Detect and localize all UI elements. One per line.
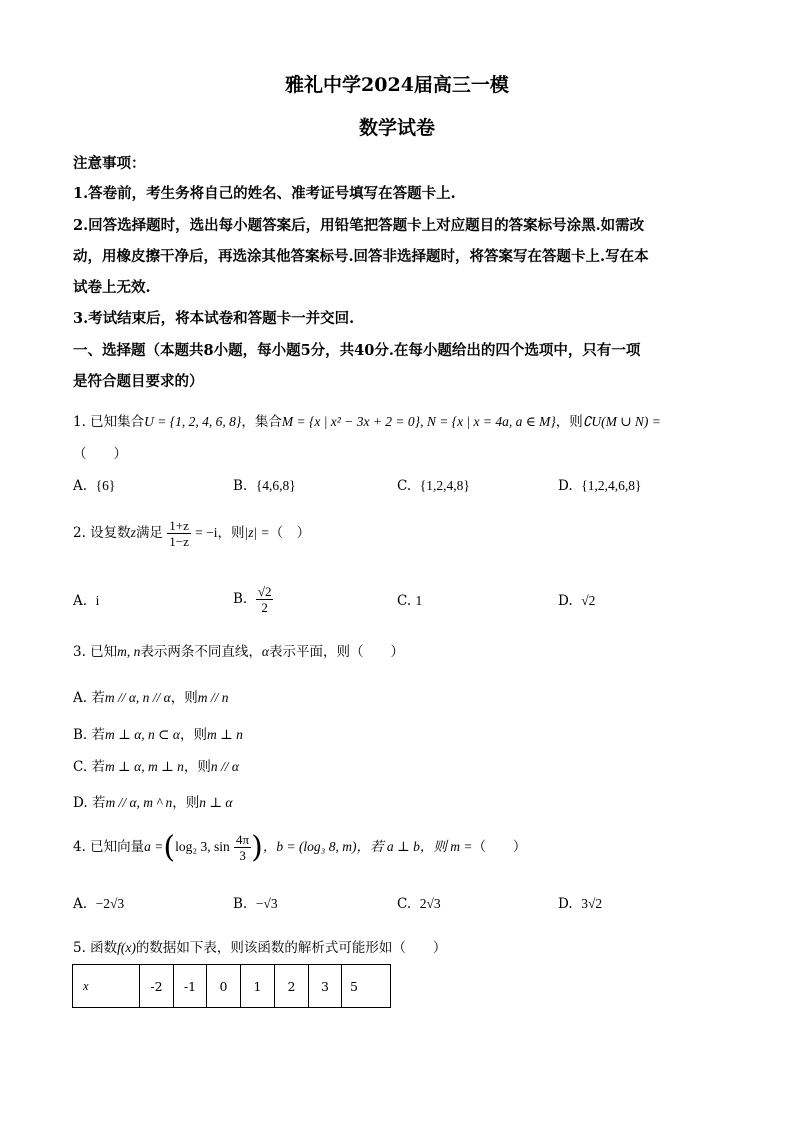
q2-option-c: C. 1 [397, 593, 423, 609]
table-cell: 3 [309, 965, 342, 1008]
q4-option-a: A. −2√3 [73, 896, 125, 912]
q1-blank: （ ） [73, 446, 127, 462]
question-1-stem [73, 410, 661, 430]
q2-fraction: $\frac{1+z}{1-z}$ [169, 518, 189, 549]
q2-option-b: B. $\frac{√2}{2}$ [233, 584, 272, 615]
notice-item-2-line-1: 2.回答选择题时，选出每小题答案后，用铅笔把答题卡上对应题目的答案标号涂黑.如需改 [73, 217, 645, 234]
function-data-table [72, 964, 391, 1008]
q2-option-a: A. i [73, 593, 100, 609]
table-cell: -2 [140, 965, 174, 1008]
q1-set-m: M = {x | x² − 3x + 2 = 0} [281, 414, 421, 429]
q1-then: ，则 [555, 414, 583, 430]
notice-item-3: 3.考试结束后，将本试卷和答题卡一并交回. [73, 310, 355, 327]
q4-option-c: C. 2√3 [397, 896, 441, 912]
q3-option-b: B. 若m ⊥ α, n ⊂ α，则m ⊥ n [73, 727, 243, 743]
question-2-stem: 2. 设复数z满足 $\frac{1+z}{1-z}$ = −i，则|z| =（ ） [73, 518, 311, 549]
exam-title: 雅礼中学2024届高三一模 [285, 74, 509, 96]
q3-option-a: A. 若m // α, n // α，则m // n [73, 690, 229, 706]
table-cell: -1 [174, 965, 207, 1008]
q1-option-a: A. {6} [73, 478, 116, 494]
question-5-stem: 5. 函数f(x)的数据如下表，则该函数的解析式可能形如（ ） [73, 940, 447, 956]
question-4-stem: 4. 已知向量a =(log₂ 3, sin $\frac{4\pi}{3}$ )，b = (log₃ 8, m)，若 a ⊥ b，则 m =（ ） [73, 830, 527, 865]
section-heading-line-2: 是符合题目要求的） [73, 373, 204, 390]
exam-subtitle: 数学试卷 [358, 117, 435, 139]
section-heading-line-1: 一、选择题（本题共8小题，每小题5分，共40分.在每小题给出的四个选项中，只有一项 [73, 342, 641, 359]
q3-option-d: D. 若m // α, m ^ n，则n ⊥ α [73, 795, 233, 811]
q1-option-c: C. {1,2,4,8} [397, 478, 470, 494]
q1-prefix: 1. 已知集合 [73, 414, 145, 430]
table-cell: 5 [342, 965, 391, 1008]
notice-heading: 注意事项： [73, 155, 146, 172]
q1-set-u: U = {1, 2, 4, 6, 8} [144, 414, 242, 429]
table-cell: x [73, 965, 140, 1008]
notice-item-2-line-3: 试卷上无效. [73, 279, 151, 296]
notice-item-1: 1.答卷前，考生务将自己的姓名、准考证号填写在答题卡上. [73, 185, 456, 202]
q4-option-d: D. 3√2 [558, 896, 603, 912]
q4-fraction: $\frac{4\pi}{3}$ [236, 832, 250, 863]
table-cell: 1 [241, 965, 275, 1008]
notice-item-2-line-2: 动，用橡皮擦干净后，再选涂其他答案标号.回答非选择题时，将答案写在答题卡上.写在本 [73, 248, 649, 265]
question-3-stem: 3. 已知m, n表示两条不同直线，α表示平面，则（ ） [73, 644, 405, 660]
q4-option-b: B. −√3 [233, 896, 278, 912]
table-row [73, 965, 391, 1008]
q1-mid: ，集合 [241, 414, 282, 430]
q2-option-d: D. √2 [558, 593, 596, 609]
table-cell: 2 [275, 965, 309, 1008]
table-cell: 0 [207, 965, 241, 1008]
q1-option-b: B. {4,6,8} [233, 478, 296, 494]
q1-expression: ∁U(M ∪ N) = [582, 414, 661, 429]
q1-set-n: , N = {x | x = 4a, a ∈ M} [420, 414, 556, 429]
q1-option-d: D. {1,2,4,6,8} [558, 478, 642, 494]
q3-option-c: C. 若m ⊥ α, m ⊥ n，则n // α [73, 759, 240, 775]
